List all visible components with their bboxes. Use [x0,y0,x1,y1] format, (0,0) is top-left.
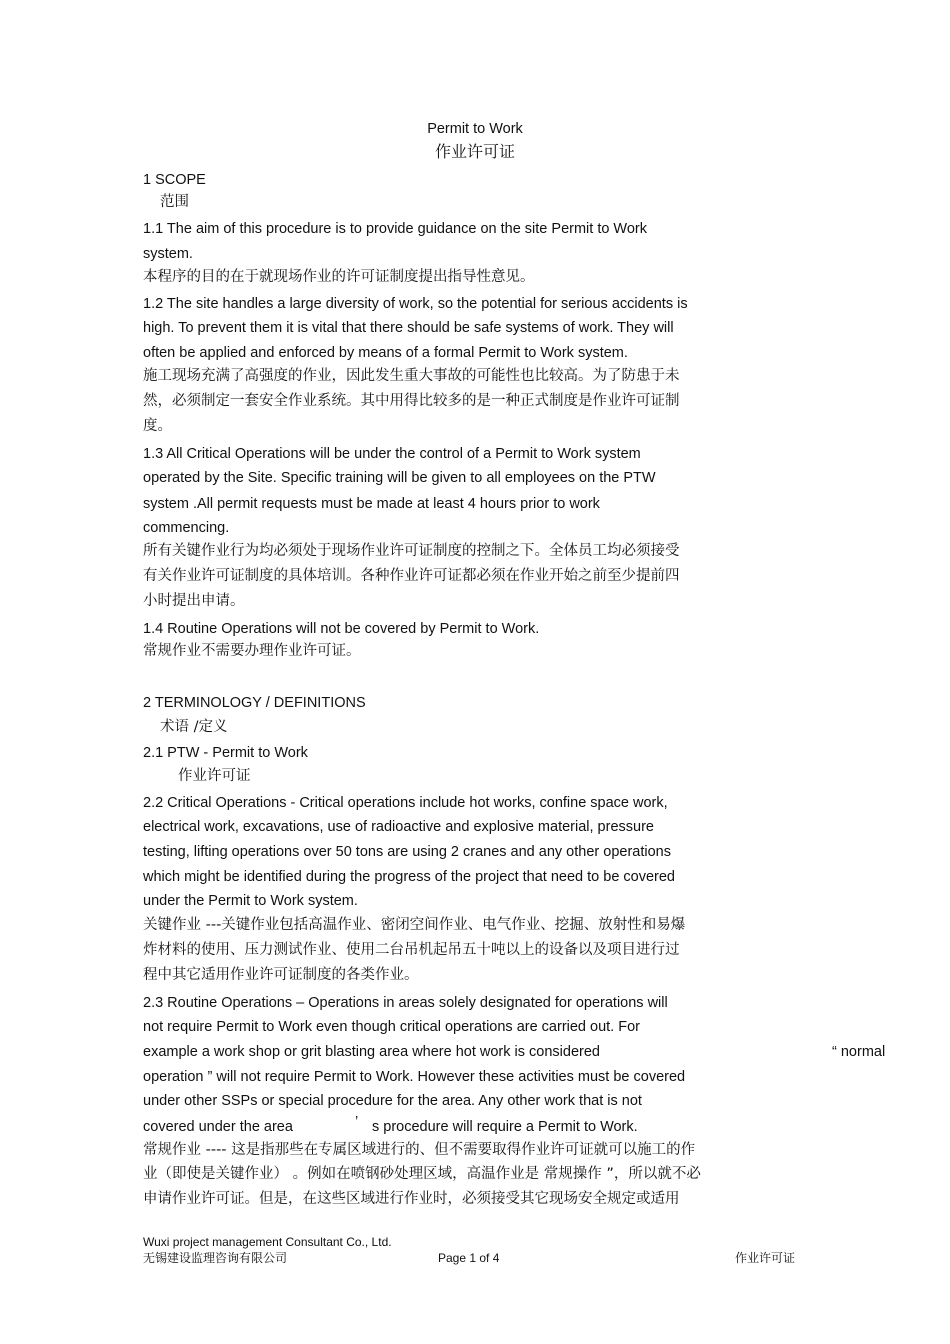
para-1-2-line: often be applied and enforced by means of a formal Permit to Work system. [143,345,628,361]
para-2-1-zh: 作业许可证 [178,768,251,784]
para-2-3-zh: 常规作业 ---- 这是指那些在专属区域进行的、但不需要取得作业许可证就可以施工的作 [143,1142,696,1158]
footer-company-en: Wuxi project management Consultant Co., Ltd. [143,1235,392,1249]
para-2-3-zh: 申请作业许可证。但是，在这些区域进行作业时，必须接受其它现场安全规定或适用 [143,1191,680,1207]
para-2-2-zh: 炸材料的使用、压力测试作业、使用二台吊机起吊五十吨以上的设备以及项目进行过 [143,942,680,958]
section-2-heading-zh: 术语 /定义 [160,719,228,735]
para-2-2-line: which might be identified during the progress of the project that need to be covered [143,869,675,885]
para-1-3-line: commencing. [143,520,230,536]
para-1-2-zh: 度。 [143,418,172,434]
para-2-2-line: electrical work, excavations, use of radioactive and explosive material, pressure [143,819,654,835]
para-2-3-apostrophe: ’ [355,1114,359,1130]
para-2-3-line: 2.3 Routine Operations – Operations in areas solely designated for operations will [143,995,668,1011]
section-1-heading: 1 SCOPE [143,172,206,188]
para-2-2-line: testing, lifting operations over 50 tons are using 2 cranes and any other operations [143,844,671,860]
para-2-3-line: s procedure will require a Permit to Work. [372,1119,638,1135]
para-2-2-zh: 关键作业 ---关键作业包括高温作业、密闭空间作业、电气作业、挖掘、放射性和易爆 [143,917,686,933]
para-2-1-line: 2.1 PTW - Permit to Work [143,745,308,761]
para-2-2-line: 2.2 Critical Operations - Critical operations include hot works, confine space work, [143,795,668,811]
section-1-heading-zh: 范围 [160,194,189,210]
para-2-3-normal-quote: “ normal [832,1044,886,1060]
para-2-3-zh: 业（即使是关键作业） 。例如在喷钢砂处理区域，高温作业是 常规操作 ”，所以就不必 [143,1166,701,1182]
para-1-3-line: operated by the Site. Specific training will be given to all employees on the PTW [143,470,656,486]
para-2-3-line: example a work shop or grit blasting area where hot work is considered [143,1044,600,1060]
title-zh: 作业许可证 [434,142,515,161]
para-1-2-zh: 然，必须制定一套安全作业系统。其中用得比较多的是一种正式制度是作业许可证制 [143,393,680,409]
para-1-2-line: high. To prevent them it is vital that there should be safe systems of work. They will [143,320,674,336]
para-1-2-zh: 施工现场充满了高强度的作业，因此发生重大事故的可能性也比较高。为了防患于未 [143,368,680,384]
para-1-3-zh: 所有关键作业行为均必须处于现场作业许可证制度的控制之下。全体员工均必须接受 [143,543,680,559]
para-2-3-line: under other SSPs or special procedure for the area. Any other work that is not [143,1093,642,1109]
footer-company-zh: 无锡建设监理咨询有限公司 [143,1251,288,1265]
para-1-2-line: 1.2 The site handles a large diversity of work, so the potential for serious accidents is [143,296,688,312]
para-1-3-line: 1.3 All Critical Operations will be under the control of a Permit to Work system [143,446,641,462]
para-1-1-line: system. [143,246,193,262]
para-1-3-line: system .All permit requests must be made at least 4 hours prior to work [143,496,600,512]
footer-page-number: Page 1 of 4 [438,1251,500,1265]
para-2-3-line: operation ” will not require Permit to Work. However these activities must be covered [143,1069,686,1085]
para-2-2-line: under the Permit to Work system. [143,893,358,909]
para-1-3-zh: 小时提出申请。 [143,593,245,609]
para-1-1-line: 1.1 The aim of this procedure is to provide guidance on the site Permit to Work [143,221,648,237]
footer-doc-title: 作业许可证 [735,1251,796,1265]
para-1-4-zh: 常规作业不需要办理作业许可证。 [143,643,361,659]
para-1-3-zh: 有关作业许可证制度的具体培训。各种作业许可证都必须在作业开始之前至少提前四 [143,568,680,584]
para-2-2-zh: 程中其它适用作业许可证制度的各类作业。 [143,967,419,983]
para-1-4-line: 1.4 Routine Operations will not be covered by Permit to Work. [143,621,540,637]
para-2-3-line: covered under the area [143,1119,293,1135]
para-2-3-line: not require Permit to Work even though critical operations are carried out. For [143,1019,640,1035]
section-2-heading: 2 TERMINOLOGY / DEFINITIONS [143,695,366,711]
title-en: Permit to Work [427,121,523,137]
para-1-1-zh: 本程序的目的在于就现场作业的许可证制度提出指导性意见。 [143,269,535,285]
